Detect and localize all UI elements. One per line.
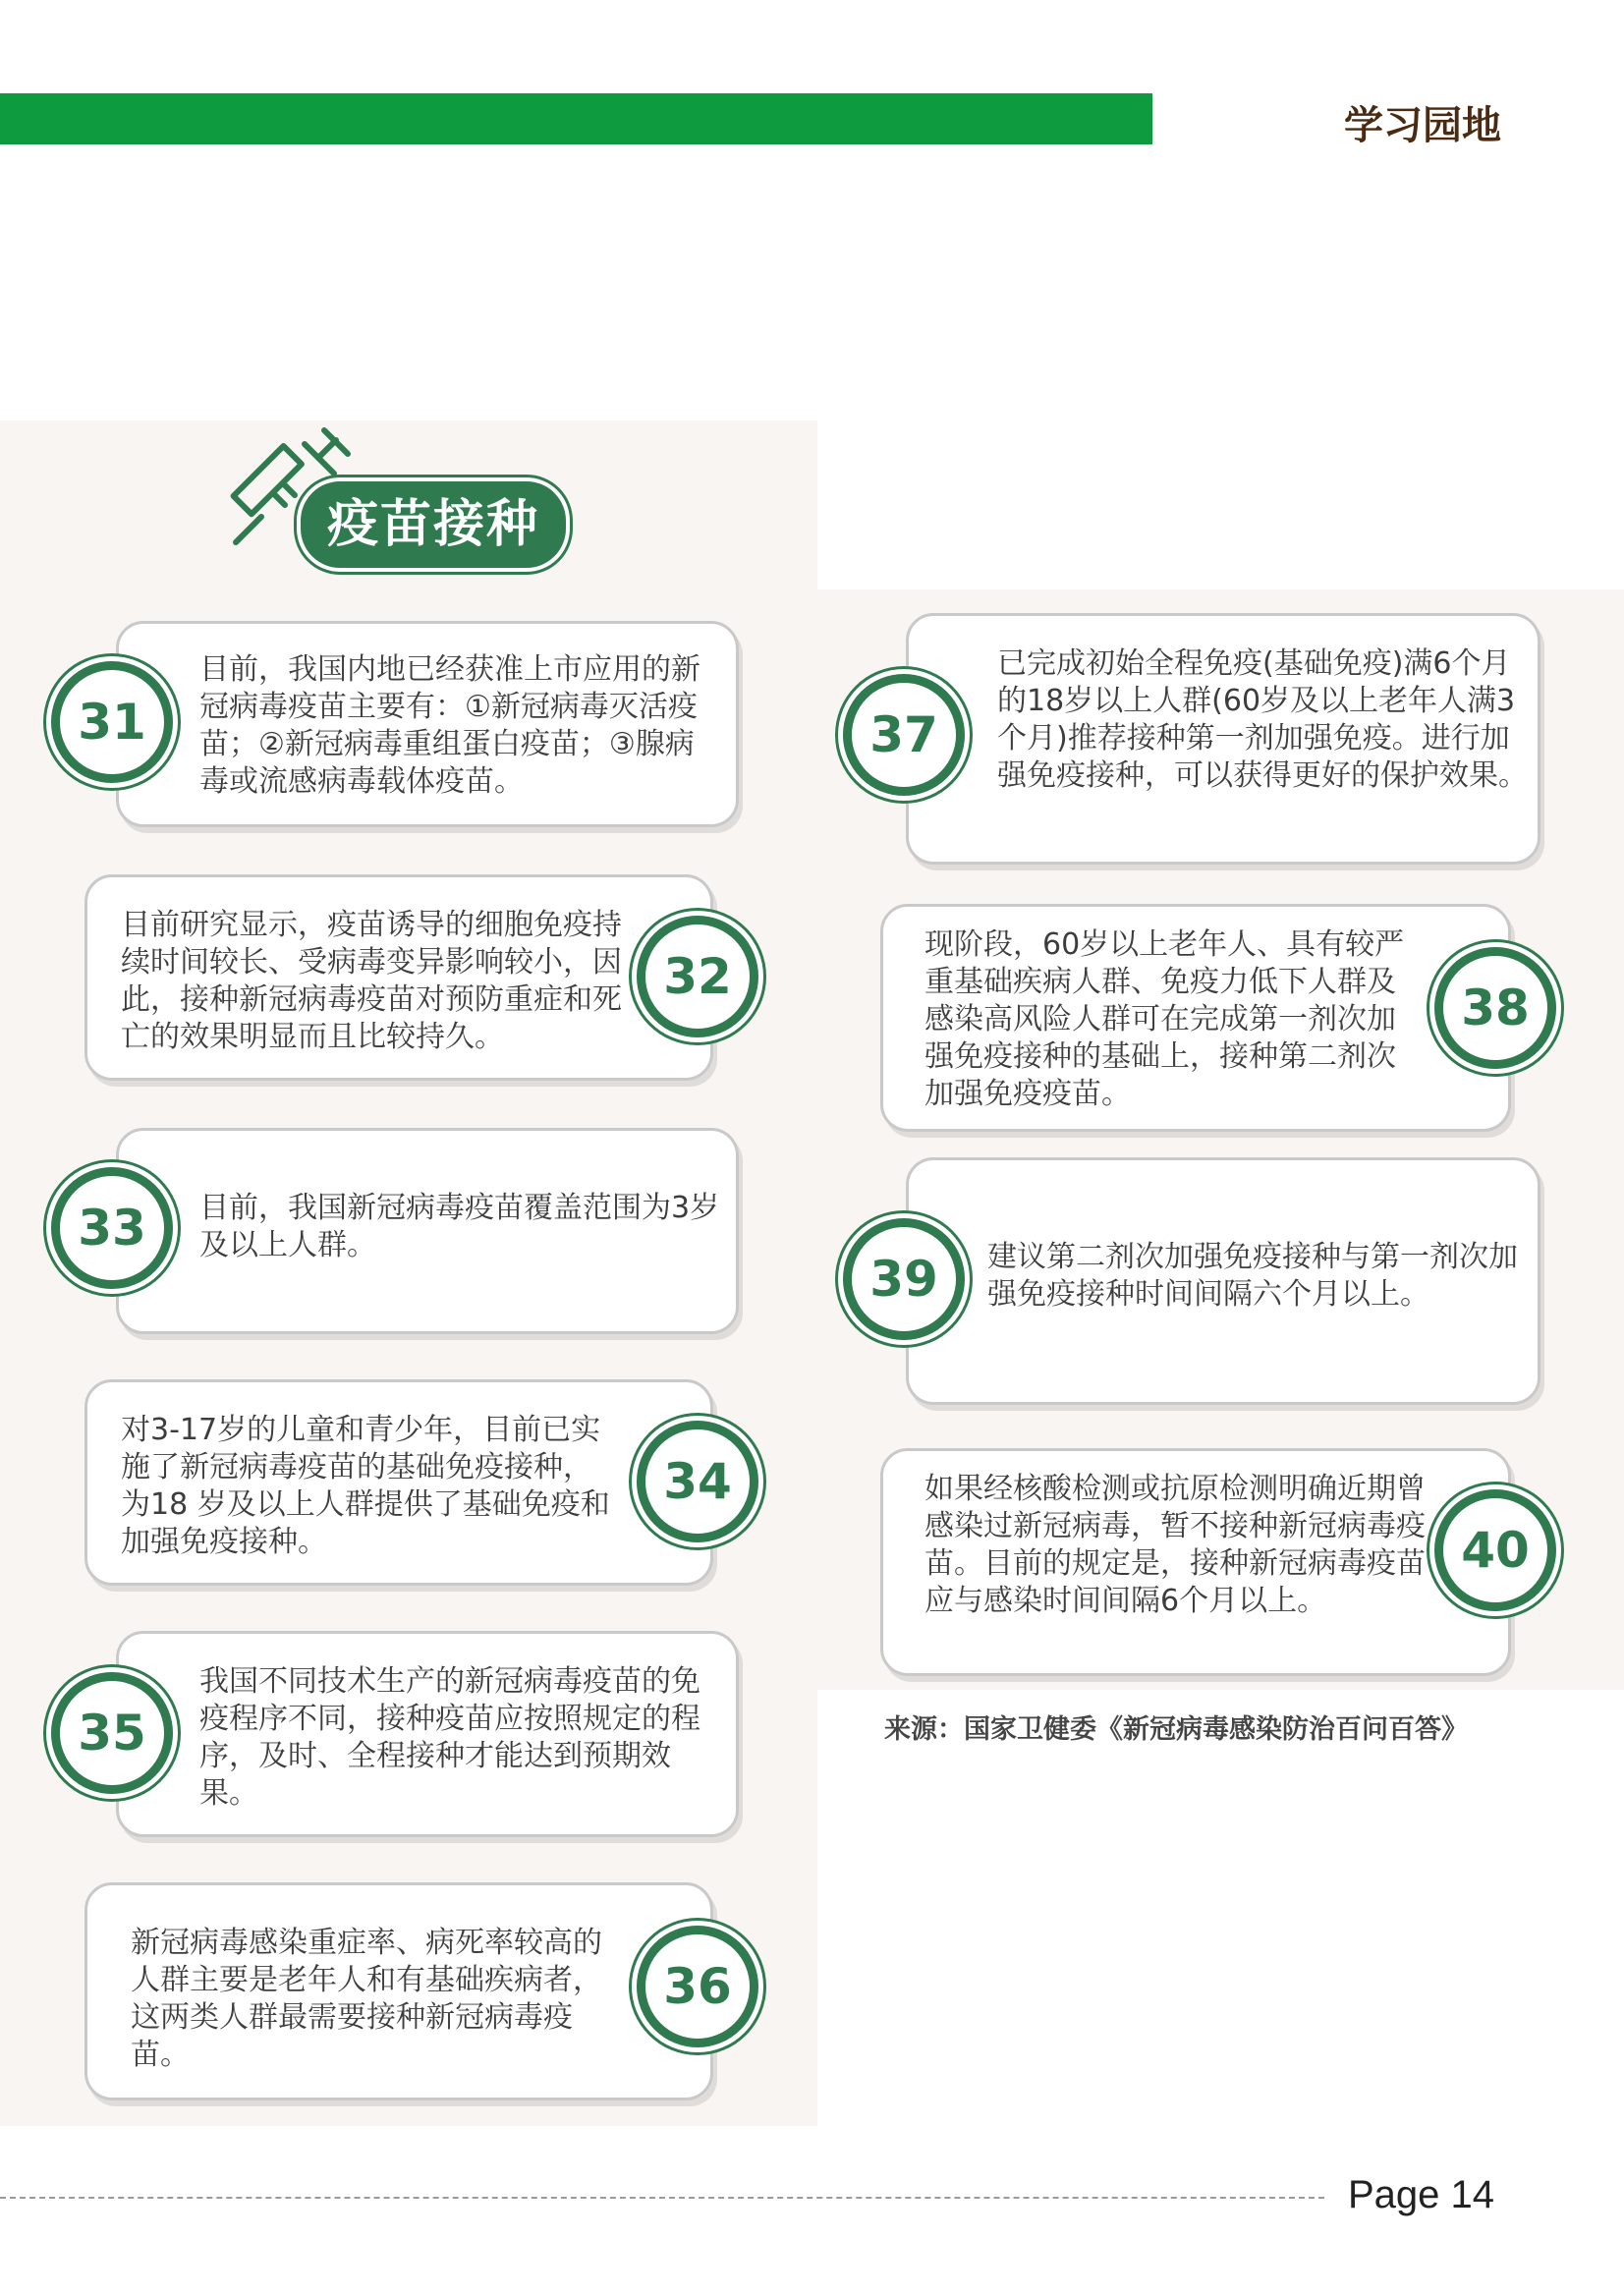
faq-card-35 [116, 1631, 739, 1837]
footer-divider [0, 2197, 1324, 2199]
faq-text: 如果经核酸检测或抗原检测明确近期曾感染过新冠病毒，暂不接种新冠病毒疫苗。目前的规定是，接种新冠病毒疫苗应与感染时间间隔6个月以上。 [924, 1472, 1426, 1618]
faq-card-34 [84, 1379, 713, 1586]
faq-number-badge: 36 [637, 1926, 758, 2047]
faq-card-32 [84, 874, 713, 1081]
faq-number-badge: 33 [51, 1167, 173, 1289]
faq-number-badge: 40 [1434, 1489, 1556, 1611]
faq-number-badge: 37 [843, 674, 965, 796]
faq-text: 目前，我国新冠病毒疫苗覆盖范围为3岁及以上人群。 [199, 1191, 720, 1262]
panel-title: 疫苗接种 [326, 495, 539, 554]
faq-text: 目前，我国内地已经获准上市应用的新冠病毒疫苗主要有：①新冠病毒灭活疫苗；②新冠病毒重组蛋白疫苗；③腺病毒或流感病毒载体疫苗。 [199, 652, 700, 799]
faq-card-33 [116, 1128, 739, 1334]
faq-number-badge: 32 [637, 916, 758, 1037]
faq-text: 现阶段，60岁以上老年人、具有较严重基础疾病人群、免疫力低下人群及感染高风险人群可在完成第一剂次加强免疫接种的基础上，接种第二剂次加强免疫疫苗。 [924, 927, 1405, 1111]
faq-card-40 [880, 1448, 1511, 1676]
faq-text: 已完成初始全程免疫(基础免疫)满6个月的18岁以上人群(60岁及以上老年人满3个月)推荐接种第一剂加强免疫。进行加强免疫接种，可以获得更好的保护效果。 [997, 646, 1528, 793]
faq-text: 对3-17岁的儿童和青少年，目前已实施了新冠病毒疫苗的基础免疫接种，为18 岁及以上人群提供了基础免疫和加强免疫接种。 [121, 1413, 610, 1559]
faq-number-badge: 31 [51, 661, 173, 783]
faq-card-37 [906, 613, 1540, 865]
page-number: Page 14 [1348, 2173, 1495, 2216]
faq-text: 建议第二剂次加强免疫接种与第一剂次加强免疫接种时间间隔六个月以上。 [987, 1240, 1518, 1312]
faq-card-39 [906, 1157, 1540, 1405]
section-title: 学习园地 [1344, 103, 1501, 148]
header-bar [0, 93, 1152, 144]
faq-number-badge: 34 [637, 1421, 758, 1542]
faq-card-36 [84, 1882, 713, 2100]
faq-card-31 [116, 621, 739, 827]
faq-text: 我国不同技术生产的新冠病毒疫苗的免疫程序不同，接种疫苗应按照规定的程序，及时、全程接种才能达到预期效果。 [199, 1664, 700, 1811]
source-citation: 来源：国家卫健委《新冠病毒感染防治百问百答》 [884, 1714, 1468, 1745]
faq-number-badge: 38 [1434, 947, 1556, 1069]
faq-text: 目前研究显示，疫苗诱导的细胞免疫持续时间较长、受病毒变异影响较小，因此，接种新冠病毒疫苗对预防重症和死亡的效果明显而且比较持久。 [121, 908, 622, 1054]
faq-number-badge: 35 [51, 1672, 173, 1794]
faq-card-38 [880, 904, 1511, 1132]
faq-number-badge: 39 [843, 1218, 965, 1340]
faq-text: 新冠病毒感染重症率、病死率较高的人群主要是老年人和有基础疾病者，这两类人群最需要接种新冠病毒疫苗。 [131, 1926, 602, 2072]
panel-title-badge [297, 477, 570, 572]
